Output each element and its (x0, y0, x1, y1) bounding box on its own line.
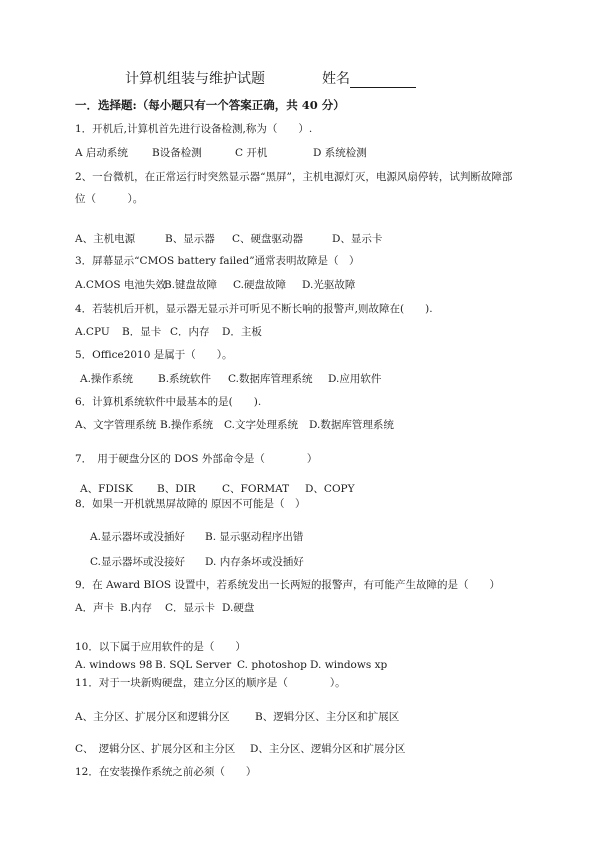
option-b: B．显卡 (122, 326, 162, 338)
question-stem: 6．计算机系统软件中最基本的是( ). (75, 396, 262, 408)
option-c: C.文字处理系统 (224, 419, 298, 431)
option-d: D. 内存条坏或没插好 (205, 556, 304, 568)
option-b: B.系统软件 (158, 373, 212, 385)
option-b: B、DIR (157, 483, 196, 495)
option-d: D.数据库管理系统 (309, 419, 394, 431)
option-b: B.键盘故障 (164, 279, 218, 291)
option-a: A.CPU (75, 326, 110, 338)
question-stem: 1．开机后,计算机首先进行设备检测,称为（ ）. (75, 123, 313, 135)
question-stem-continued: 位（ ）。 (75, 193, 144, 205)
question-stem: 9．在 Award BIOS 设置中，若系统发出一长两短的报警声，有可能产生故障的是（ ） (75, 579, 500, 591)
option-d: D. windows xp (310, 659, 388, 671)
option-c: C．显示卡 (165, 602, 216, 614)
option-d: D.硬盘 (222, 602, 255, 614)
option-c: C.显示器坏或没接好 (90, 556, 185, 568)
option-a: A．声卡 (75, 602, 115, 614)
option-c: C. photoshop (237, 659, 307, 671)
option-c: C、FORMAT (222, 483, 290, 495)
option-b: B. 显示驱动程序出错 (205, 531, 304, 543)
option-d: D、显示卡 (332, 233, 383, 245)
option-a: A.CMOS 电池失效 (75, 279, 166, 291)
option-c: C、 逻辑分区、扩展分区和主分区 (75, 743, 236, 755)
option-d: D．主板 (222, 326, 262, 338)
question-stem: 5．Office2010 是属于（ ）。 (75, 349, 233, 361)
option-a: A、主分区、扩展分区和逻辑分区 (75, 711, 230, 723)
exam-title: 计算机组装与维护试题 (125, 71, 265, 87)
question-stem: 4．若装机后开机，显示器无显示并可听见不断长响的报警声,则故障在( ). (75, 303, 433, 315)
option-d: D、COPY (305, 483, 355, 495)
option-d: D.光驱故障 (302, 279, 356, 291)
option-b: B. SQL Server (155, 659, 232, 671)
option-c: C、硬盘驱动器 (232, 233, 304, 245)
option-a: A、文字管理系统 (75, 419, 157, 431)
question-stem: 8．如果一开机就黑屏故障的 原因不可能是（ ） (75, 498, 306, 510)
option-a: A、主机电源 (75, 233, 136, 245)
option-c: C．内存 (170, 326, 210, 338)
name-label: 姓名 (322, 71, 350, 87)
option-d: D 系统检测 (313, 147, 367, 159)
section-heading: 一．选择题:（每小题只有一个答案正确，共 40 分） (75, 98, 345, 112)
question-stem: 2、一台微机，在正常运行时突然显示器“黑屏”，主机电源灯灭，电源风扇停转，试判断故障部 (75, 171, 513, 183)
option-a: A.显示器坏或没插好 (90, 531, 185, 543)
question-stem: 12．在安装操作系统之前必须（ ） (75, 766, 257, 778)
option-a: A.操作系统 (80, 373, 133, 385)
option-c: C.数据库管理系统 (228, 373, 313, 385)
question-stem: 3．屏幕显示“CMOS battery failed”通常表明故障是（ ） (75, 255, 360, 267)
option-b: B.内存 (120, 602, 153, 614)
option-d: D.应用软件 (328, 373, 382, 385)
option-a: A 启动系统 (75, 147, 128, 159)
option-b: B、逻辑分区、主分区和扩展区 (255, 711, 400, 723)
option-b: B、显示器 (165, 233, 215, 245)
question-stem: 7． 用于硬盘分区的 DOS 外部命令是（ ） (75, 453, 318, 465)
question-stem: 11．对于一块新购硬盘，建立分区的顺序是（ ）。 (75, 677, 346, 689)
option-b: B设备检测 (152, 147, 202, 159)
question-stem: 10．以下属于应用软件的是（ ） (75, 641, 246, 653)
option-a: A、FDISK (80, 483, 133, 495)
option-c: C.硬盘故障 (233, 279, 286, 291)
option-b: B.操作系统 (160, 419, 214, 431)
name-blank (350, 74, 416, 88)
option-d: D、主分区、逻辑分区和扩展分区 (250, 743, 406, 755)
option-c: C 开机 (235, 147, 268, 159)
option-a: A. windows 98 (75, 659, 153, 671)
name-field (322, 68, 416, 88)
